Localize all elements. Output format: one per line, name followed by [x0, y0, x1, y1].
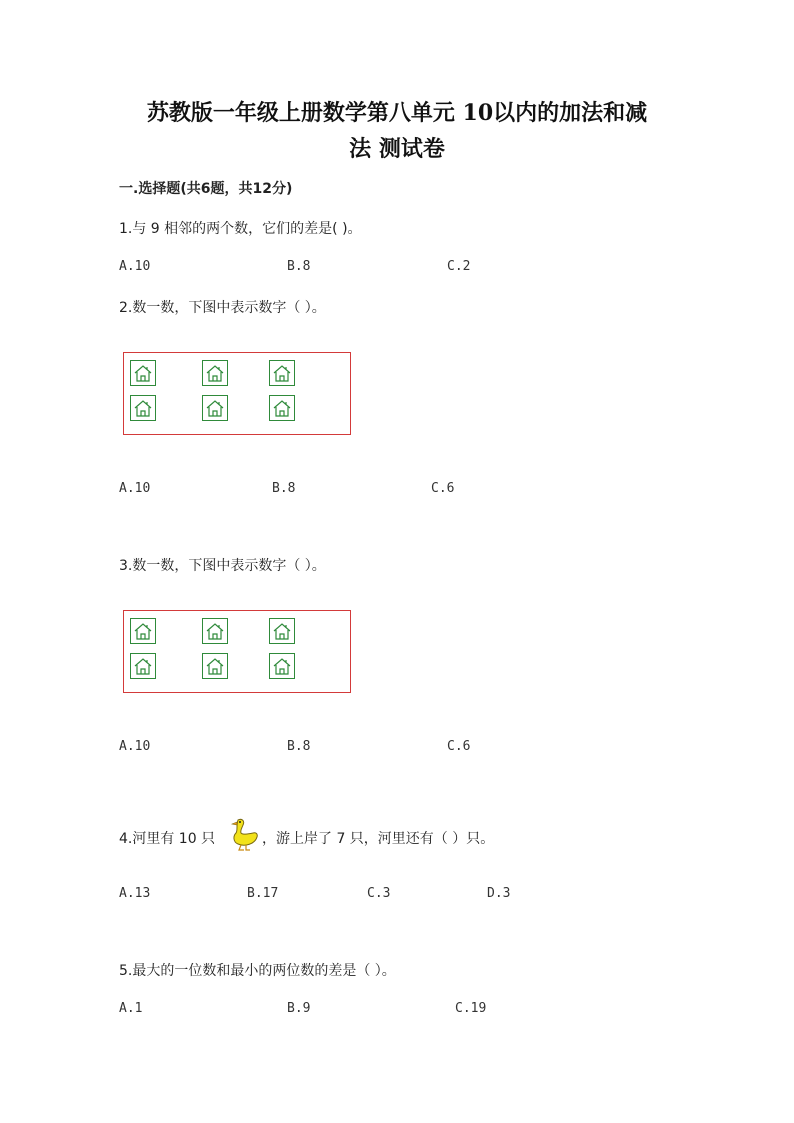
q5-option-a: A.1: [119, 1001, 143, 1016]
q3-option-a: A.10: [119, 739, 151, 754]
house-icon: [130, 395, 156, 421]
house-icon: [269, 395, 295, 421]
q2-figure-box: [123, 352, 351, 435]
q2-option-a: A.10: [119, 481, 151, 496]
duck-icon: [228, 816, 260, 856]
q1-option-b: B.8: [287, 259, 311, 274]
q4-option-a: A.13: [119, 886, 151, 901]
q5-option-c: C.19: [455, 1001, 487, 1016]
q5-option-b: B.9: [287, 1001, 311, 1016]
house-icon: [130, 653, 156, 679]
house-icon: [130, 618, 156, 644]
q1-option-c: C.2: [447, 259, 471, 274]
house-icon: [202, 653, 228, 679]
question-1: 1.与 9 相邻的两个数，它们的差是( )。: [119, 221, 362, 237]
q1-option-a: A.10: [119, 259, 151, 274]
house-icon: [269, 618, 295, 644]
house-icon: [130, 360, 156, 386]
q3-figure-box: [123, 610, 351, 693]
q3-option-b: B.8: [287, 739, 311, 754]
question-5: 5.最大的一位数和最小的两位数的差是（ ）。: [119, 963, 396, 979]
q4-option-d: D.3: [487, 886, 511, 901]
q2-option-b: B.8: [272, 481, 296, 496]
section-heading: 一.选择题(共6题，共12分): [119, 181, 293, 197]
question-4-part1: 4.河里有 10 只: [119, 831, 216, 847]
house-icon: [202, 395, 228, 421]
house-icon: [202, 360, 228, 386]
q4-option-b: B.17: [247, 886, 279, 901]
q3-option-c: C.6: [447, 739, 471, 754]
question-4-part2: ，游上岸了 7 只，河里还有（ ）只。: [262, 831, 495, 847]
page-title-line2: 法 测试卷: [349, 136, 445, 162]
house-icon: [202, 618, 228, 644]
q4-option-c: C.3: [367, 886, 391, 901]
house-icon: [269, 653, 295, 679]
question-2: 2.数一数，下图中表示数字（ ）。: [119, 300, 326, 316]
house-icon: [269, 360, 295, 386]
q2-option-c: C.6: [431, 481, 455, 496]
page-title-line1: 苏教版一年级上册数学第八单元 10以内的加法和减: [146, 100, 648, 126]
question-3: 3.数一数，下图中表示数字（ ）。: [119, 558, 326, 574]
